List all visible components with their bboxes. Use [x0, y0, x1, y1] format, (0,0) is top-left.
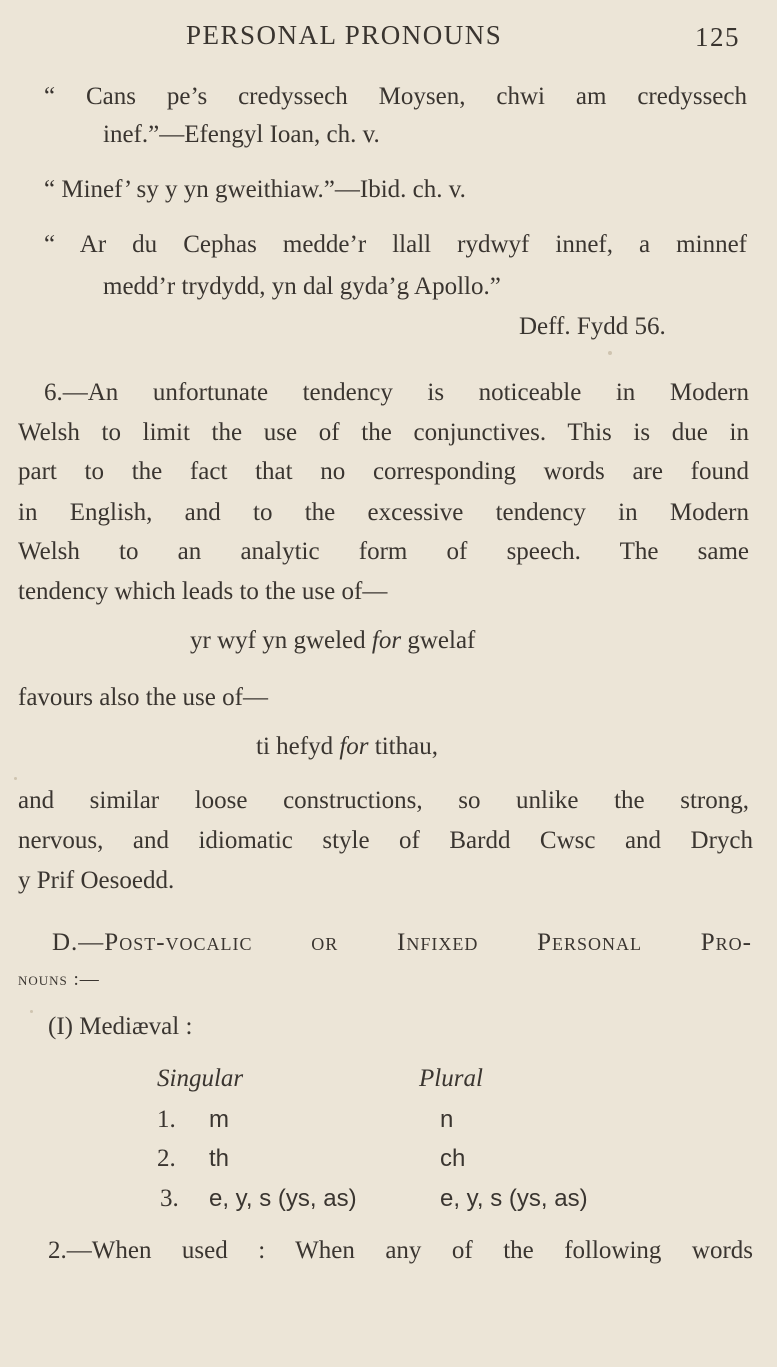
quote-1-line-2: inef.”—Efengyl Ioan, ch. v. [103, 121, 380, 148]
para6-line-2: Welsh to limit the use of the conjunctives. This is due in [18, 419, 749, 446]
row-3-singular: e, y, s (ys, as) [209, 1185, 357, 1212]
row-2-singular: th [209, 1145, 230, 1172]
col-header-singular: Singular [157, 1065, 244, 1092]
running-head: PERSONAL PRONOUNS [186, 20, 503, 50]
example-2 [256, 733, 438, 761]
para6-line-1: 6.—An unfortunate tendency is noticeable in Modern [44, 379, 749, 406]
quote-1-line-1: “ Cans pe’s credyssech Moysen, chwi am credyssech [44, 83, 747, 110]
para6-line-4: in English, and to the excessive tendency in Modern [18, 499, 749, 526]
section-d-heading: D.—Post-vocalic or Infixed Personal Pro- [52, 929, 752, 956]
example-1-welsh: yr wyf yn gweled [190, 627, 366, 654]
section-d-subheading: (I) Mediæval : [48, 1013, 193, 1040]
quote-3-source: Deff. Fydd 56. [519, 313, 666, 340]
example-1 [190, 627, 475, 655]
quote-2-line-1: “ Minef’ sy y yn gweithiaw.”—Ibid. ch. v. [44, 176, 466, 203]
paper-speck [14, 777, 17, 780]
quote-3-line-1: “ Ar du Cephas medde’r llall rydwyf innef, a minnef [44, 231, 747, 258]
para6-line-5: Welsh to an analytic form of speech. The same [18, 538, 749, 565]
quote-3-line-2: medd’r trydydd, yn dal gyda’g Apollo.” [103, 273, 501, 300]
para6-closing-2: nervous, and idiomatic style of Bardd Cwsc and Drych [18, 827, 753, 854]
row-2-number: 2. [157, 1145, 176, 1172]
footer-line: 2.—When used : When any of the following words [48, 1237, 753, 1264]
example-2-welsh: ti hefyd [256, 733, 334, 760]
example-1-short: gwelaf [407, 627, 476, 654]
example-2-for: for [339, 733, 369, 760]
row-2-plural: ch [440, 1145, 466, 1172]
row-1-singular: m [209, 1106, 229, 1133]
row-3-plural: e, y, s (ys, as) [440, 1185, 588, 1212]
paper-speck [30, 1010, 33, 1013]
section-d-heading-cont: nouns :— [18, 969, 100, 990]
example-1-for: for [371, 627, 402, 654]
para6-line-6: tendency which leads to the use of— [18, 578, 388, 605]
row-1-plural: n [440, 1106, 454, 1133]
para6-closing-1: and similar loose constructions, so unlike the strong, [18, 787, 749, 814]
paper-speck [608, 351, 612, 355]
row-3-number: 3. [160, 1185, 179, 1212]
para6-mid-line: favours also the use of— [18, 684, 268, 711]
page-number: 125 [695, 22, 740, 52]
col-header-plural: Plural [419, 1065, 483, 1092]
para6-closing-3: y Prif Oesoedd. [18, 867, 175, 894]
para6-line-3: part to the fact that no corresponding words are found [18, 458, 749, 485]
row-1-number: 1. [157, 1106, 176, 1133]
example-2-short: tithau, [374, 733, 438, 760]
